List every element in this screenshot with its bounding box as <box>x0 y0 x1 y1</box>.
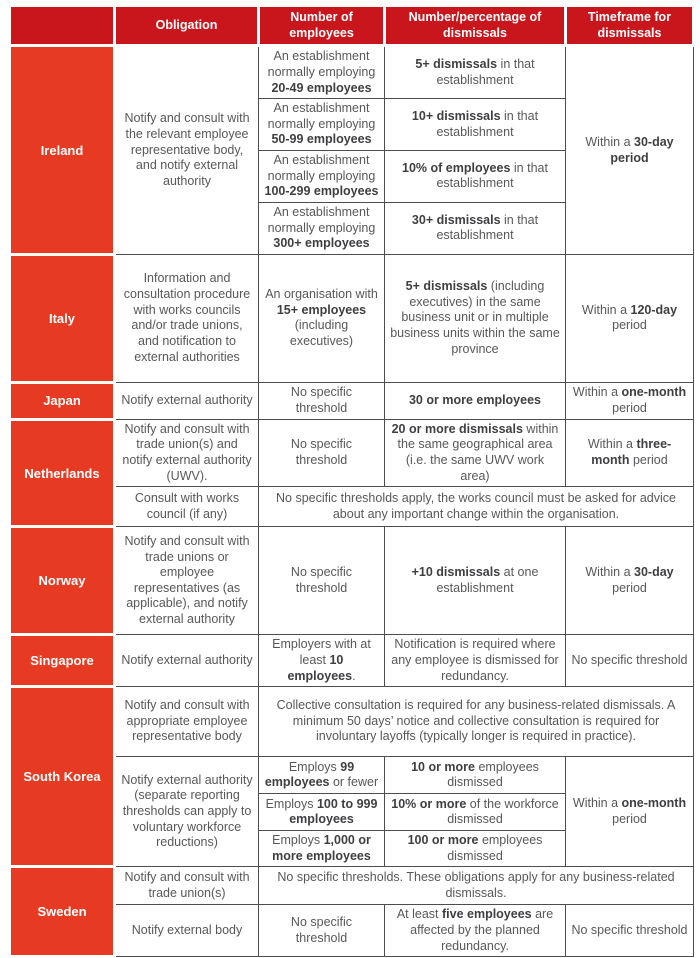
header-cell-timeframe: Timeframe for dismissals <box>566 6 694 46</box>
country-cell-japan: Japan <box>10 382 115 419</box>
header-cell-country <box>10 6 115 46</box>
row-south-korea-1 <box>10 687 694 757</box>
cell-sweden-timeframe: No specific threshold <box>566 905 694 957</box>
cell-south-korea-note: Collective consultation is required for any business-related dismissals. A minimum 50 days’ notice and collective consultation is required for involuntary layoffs (typically longer is required in practice). <box>259 687 694 757</box>
cell-south-korea-employees-3: Employs 1,000 or more employees <box>259 831 385 867</box>
cell-japan-employees: No specific threshold <box>259 382 385 419</box>
country-cell-norway: Norway <box>10 527 115 635</box>
header-row <box>10 6 694 46</box>
cell-norway-employees: No specific threshold <box>259 527 385 635</box>
cell-ireland-employees-3: An establishment normally employing 100-299 employees <box>259 151 385 203</box>
country-cell-south-korea: South Korea <box>10 687 115 867</box>
cell-south-korea-dismissals-3: 100 or more employees dismissed <box>385 831 566 867</box>
row-norway <box>10 527 694 635</box>
row-italy <box>10 254 694 382</box>
cell-sweden-employees: No specific threshold <box>259 905 385 957</box>
row-singapore <box>10 635 694 687</box>
cell-netherlands-timeframe: Within a three-month period <box>566 419 694 487</box>
cell-japan-obligation: Notify external authority <box>115 382 259 419</box>
cell-south-korea-dismissals-1: 10 or more employees dismissed <box>385 757 566 794</box>
cell-sweden-obligation-1: Notify and consult with trade union(s) <box>115 867 259 905</box>
cell-singapore-timeframe: No specific threshold <box>566 635 694 687</box>
cell-ireland-timeframe: Within a 30-day period <box>566 46 694 255</box>
cell-ireland-dismissals-4: 30+ dismissals in that establishment <box>385 202 566 254</box>
cell-south-korea-dismissals-2: 10% or more of the workforce dismissed <box>385 794 566 831</box>
redundancy-obligations-table <box>8 4 695 958</box>
country-cell-ireland: Ireland <box>10 46 115 255</box>
cell-italy-employees: An organisation with 15+ employees (including executives) <box>259 254 385 382</box>
cell-netherlands-dismissals: 20 or more dismissals within the same geographical area (i.e. the same UWV work area) <box>385 419 566 487</box>
cell-norway-dismissals: +10 dismissals at one establishment <box>385 527 566 635</box>
cell-netherlands-note: No specific thresholds apply, the works council must be asked for advice about any important change within the organisation. <box>259 487 694 527</box>
cell-sweden-dismissals: At least five employees are affected by the planned redundancy. <box>385 905 566 957</box>
country-cell-italy: Italy <box>10 254 115 382</box>
cell-norway-obligation: Notify and consult with trade unions or employee representatives (as applicable), and notify external authority <box>115 527 259 635</box>
cell-south-korea-timeframe: Within a one-month period <box>566 757 694 867</box>
cell-japan-timeframe: Within a one-month period <box>566 382 694 419</box>
row-sweden-1 <box>10 867 694 905</box>
cell-ireland-employees-4: An establishment normally employing 300+ employees <box>259 202 385 254</box>
cell-netherlands-obligation-1: Notify and consult with trade union(s) and notify external authority (UWV). <box>115 419 259 487</box>
cell-ireland-dismissals-1: 5+ dismissals in that establishment <box>385 46 566 99</box>
cell-singapore-obligation: Notify external authority <box>115 635 259 687</box>
cell-netherlands-employees: No specific threshold <box>259 419 385 487</box>
row-japan <box>10 382 694 419</box>
header-cell-employees: Number of employees <box>259 6 385 46</box>
cell-ireland-employees-1: An establishment normally employing 20-49 employees <box>259 46 385 99</box>
cell-sweden-note: No specific thresholds. These obligations apply for any business-related dismissals. <box>259 867 694 905</box>
cell-netherlands-obligation-2: Consult with works council (if any) <box>115 487 259 527</box>
cell-sweden-obligation-2: Notify external body <box>115 905 259 957</box>
cell-ireland-dismissals-2: 10+ dismissals in that establishment <box>385 99 566 151</box>
cell-south-korea-obligation-2: Notify external authority (separate reporting thresholds can apply to voluntary workforce reductions) <box>115 757 259 867</box>
country-cell-netherlands: Netherlands <box>10 419 115 527</box>
cell-norway-timeframe: Within a 30-day period <box>566 527 694 635</box>
cell-south-korea-obligation-1: Notify and consult with appropriate employee representative body <box>115 687 259 757</box>
cell-singapore-dismissals: Notification is required where any employee is dismissed for redundancy. <box>385 635 566 687</box>
country-cell-singapore: Singapore <box>10 635 115 687</box>
cell-south-korea-employees-1: Employs 99 employees or fewer <box>259 757 385 794</box>
row-netherlands-1 <box>10 419 694 487</box>
cell-italy-timeframe: Within a 120-day period <box>566 254 694 382</box>
header-cell-obligation: Obligation <box>115 6 259 46</box>
cell-japan-dismissals: 30 or more employees <box>385 382 566 419</box>
cell-singapore-employees: Employers with at least 10 employees. <box>259 635 385 687</box>
cell-ireland-obligation: Notify and consult with the relevant employee representative body, and notify external authority <box>115 46 259 255</box>
cell-ireland-employees-2: An establishment normally employing 50-99 employees <box>259 99 385 151</box>
cell-italy-dismissals: 5+ dismissals (including executives) in the same business unit or in multiple business units within the same province <box>385 254 566 382</box>
header-cell-dismissals: Number/percentage of dismissals <box>385 6 566 46</box>
cell-south-korea-employees-2: Employs 100 to 999 employees <box>259 794 385 831</box>
row-ireland-1 <box>10 46 694 99</box>
country-cell-sweden: Sweden <box>10 867 115 957</box>
cell-ireland-dismissals-3: 10% of employees in that establishment <box>385 151 566 203</box>
cell-italy-obligation: Information and consultation procedure with works councils and/or trade unions, and notification to external authorities <box>115 254 259 382</box>
